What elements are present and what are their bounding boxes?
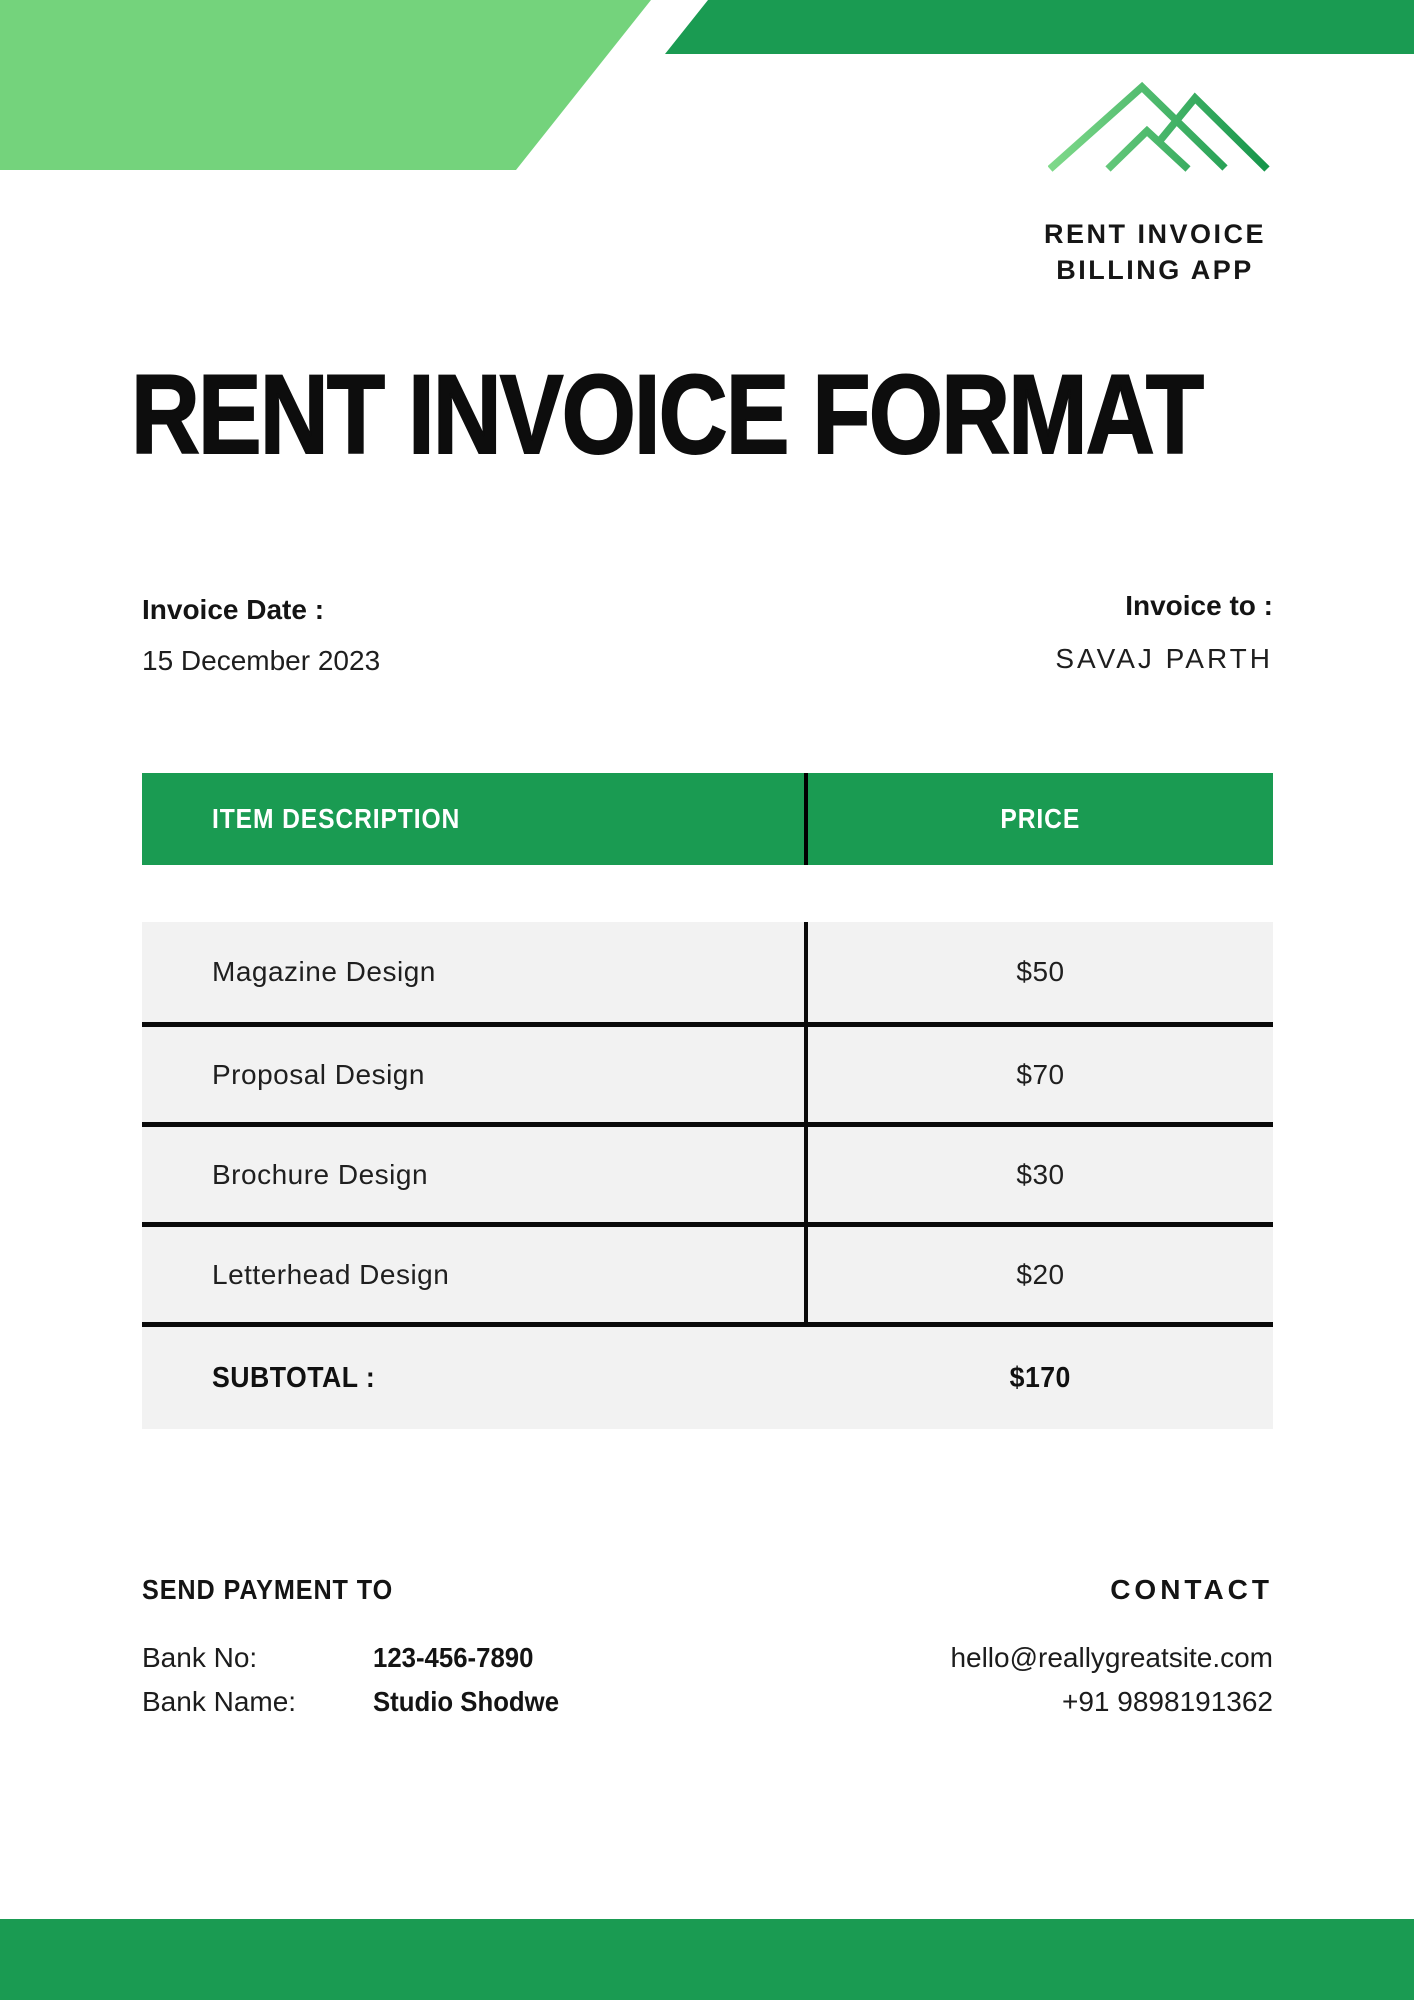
- bank-no-value: 123-456-7890: [373, 1642, 534, 1673]
- subtotal-value-cell: [808, 1327, 1273, 1429]
- send-payment-heading: SEND PAYMENT TO: [142, 1574, 394, 1605]
- invoice-date-value: 15 December 2023: [142, 645, 381, 676]
- item-description: Brochure Design: [212, 1158, 429, 1190]
- subtotal-row: [142, 1322, 1273, 1429]
- subtotal-value: $170: [1009, 1361, 1072, 1394]
- table-header-price-label: PRICE: [1000, 803, 1081, 834]
- item-description-cell: [142, 1227, 808, 1322]
- item-price: $20: [1016, 1258, 1065, 1290]
- logo-wordmark-line2: BILLING APP: [1056, 255, 1254, 285]
- contact-email: hello@reallygreatsite.com: [950, 1642, 1273, 1673]
- subtotal-label-cell: [142, 1327, 808, 1429]
- mountain-logo-icon: [1048, 76, 1270, 173]
- table-row: [142, 1022, 1273, 1122]
- footer-green-bar: [0, 1919, 1414, 2000]
- bank-no-row: [142, 1636, 575, 1680]
- table-row: [142, 1122, 1273, 1222]
- logo-wordmark-line1: RENT INVOICE: [1043, 219, 1267, 249]
- header-light-green-shape: [0, 0, 651, 170]
- item-description: Proposal Design: [212, 1058, 425, 1090]
- item-price: $70: [1016, 1058, 1065, 1090]
- item-description-cell: [142, 922, 808, 1022]
- bank-no-label: Bank No:: [142, 1642, 258, 1673]
- item-description-cell: [142, 1127, 808, 1222]
- page-title: RENT INVOICE FORMAT: [131, 352, 1203, 477]
- item-price-cell: [808, 922, 1273, 1022]
- table-row: [142, 922, 1273, 1022]
- subtotal-label: SUBTOTAL :: [212, 1361, 376, 1394]
- item-price-cell: [808, 1227, 1273, 1322]
- bank-name-row: [142, 1680, 575, 1724]
- table-header-description-cell: [142, 773, 808, 865]
- item-description-cell: [142, 1027, 808, 1122]
- contact-heading: CONTACT: [1110, 1574, 1273, 1605]
- bank-name-value: Studio Shodwe: [373, 1686, 560, 1717]
- table-body: [142, 922, 1273, 1429]
- logo-wordmark: [1037, 216, 1273, 288]
- table-header-price-cell: [808, 773, 1273, 865]
- item-price-cell: [808, 1127, 1273, 1222]
- table-row: [142, 1222, 1273, 1322]
- invoice-date-label: Invoice Date :: [142, 594, 325, 625]
- item-description: Magazine Design: [212, 956, 436, 987]
- invoice-to-label: Invoice to :: [1125, 590, 1273, 621]
- bank-name-label: Bank Name:: [142, 1686, 297, 1717]
- table-header-row: [142, 773, 1273, 865]
- item-description: Letterhead Design: [212, 1258, 450, 1290]
- contact-phone: +91 9898191362: [1062, 1686, 1273, 1717]
- send-payment-block: [142, 1574, 575, 1724]
- item-price-cell: [808, 1027, 1273, 1122]
- item-price: $50: [1016, 956, 1065, 987]
- invoice-to-value: SAVAJ PARTH: [1055, 643, 1273, 674]
- table-header-description-label: ITEM DESCRIPTION: [212, 803, 461, 834]
- invoice-date-block: [142, 594, 380, 677]
- contact-block: [950, 1574, 1273, 1724]
- item-price: $30: [1016, 1158, 1065, 1190]
- invoice-to-block: [1055, 590, 1273, 675]
